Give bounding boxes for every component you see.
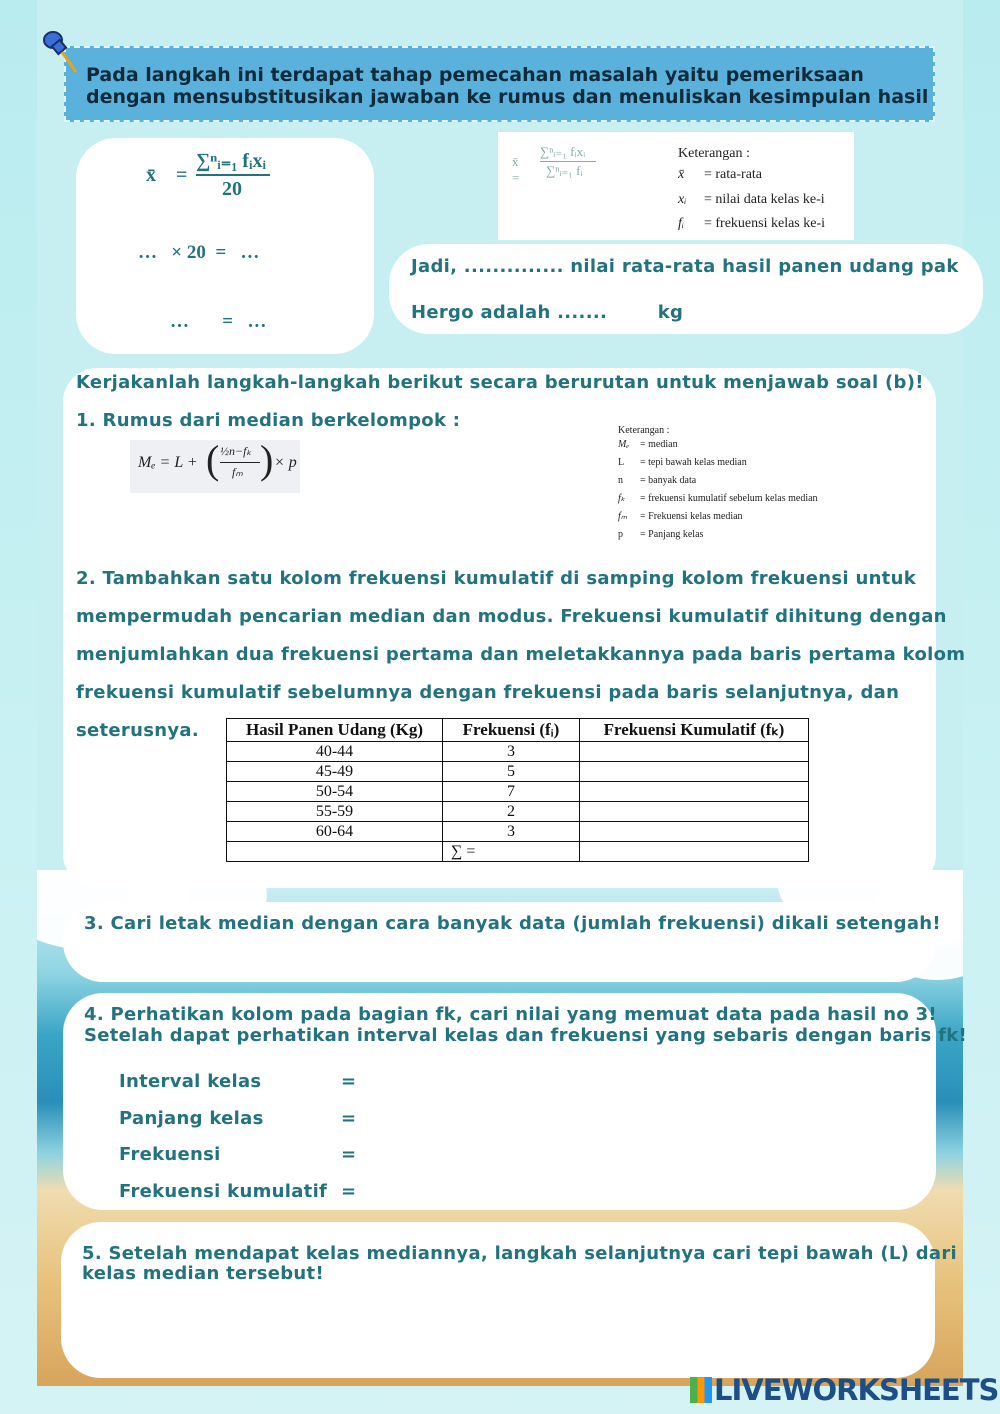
table-row: 55-59 2 <box>227 802 809 822</box>
mean-legend <box>678 146 825 236</box>
median-formula: Mₑ = L + ( ½n−fₖ fₘ ) × p <box>130 440 300 493</box>
mean-legend-item: xᵢ = nilai data kelas ke-i <box>678 192 825 207</box>
median-legend-item: L = tepi bawah kelas median <box>618 457 747 468</box>
conclusion-unit: kg <box>657 302 684 323</box>
median-legend-item: n = banyak data <box>618 475 697 486</box>
table-row: 40-44 3 <box>227 742 809 762</box>
mean-symbol: x̄ <box>146 164 156 186</box>
table-header: Frekuensi (fᵢ) <box>443 719 580 742</box>
mean-denominator: 20 <box>222 178 242 200</box>
mean-numerator: ∑ⁿᵢ₌₁ fᵢxᵢ <box>196 150 267 172</box>
frekuensi-kumulatif-field[interactable]: Frekuensi kumulatif = <box>119 1180 357 1202</box>
table-header: Hasil Panen Udang (Kg) <box>227 719 443 742</box>
liveworksheets-logo-icon <box>690 1377 712 1403</box>
mean-equals: = <box>176 164 188 186</box>
median-formula-lhs: Mₑ = L + <box>138 454 198 471</box>
cumulative-frequency-cell[interactable] <box>580 822 809 842</box>
cumulative-frequency-cell[interactable] <box>580 742 809 762</box>
conclusion-text: Hergo adalah ....... <box>411 302 608 323</box>
mean-legend-title: Keterangan : <box>678 146 750 161</box>
median-legend-item: Mₑ = median <box>618 439 678 450</box>
step-2-text: 2. Tambahkan satu kolom frekuensi kumulatif di samping kolom frekuensi untuk mempermudah pencarian median dan modus. Frekuensi kumulatif dihitung dengan menjumlahkan dua frekuensi pertama dan meletakkannya pada baris pertama kolom frekuensi kumulatif sebelumnya dengan frekuensi pada baris selanjutnya, dan seterusnya. <box>76 568 966 741</box>
logo-text: LIVEWORKSHEETS <box>714 1373 999 1407</box>
table-row: 45-49 5 <box>227 762 809 782</box>
frequency-table <box>226 718 809 862</box>
sum-cell[interactable] <box>580 842 809 862</box>
step-4-fields <box>119 1064 356 1210</box>
frekuensi-field[interactable]: Frekuensi = <box>119 1144 357 1165</box>
median-legend-item: fₘ = Frekuensi kelas median <box>618 511 743 522</box>
banner-text: Pada langkah ini terdapat tahap pemecahan masalah yaitu pemeriksaan dengan mensubstitusikan jawaban ke rumus dan menuliskan kesimpulan hasil <box>86 64 929 108</box>
mean-reference-box: x̄ = ∑ⁿᵢ₌₁ fᵢxᵢ ∑ⁿᵢ₌₁ fᵢ Keterangan : x̄ = rata-rata xᵢ = nilai data kelas ke-i fᵢ = frekuensi kelas ke-i <box>498 132 854 240</box>
mean-legend-item: fᵢ = frekuensi kelas ke-i <box>678 216 826 231</box>
interval-kelas-field[interactable]: Interval kelas = <box>119 1071 357 1092</box>
mean-legend-item: x̄ = rata-rata <box>678 167 763 182</box>
table-row: 50-54 7 <box>227 782 809 802</box>
median-legend-title: Keterangan : <box>618 425 670 436</box>
instruction-banner <box>64 46 935 122</box>
sum-label: ∑ = <box>443 842 580 862</box>
cumulative-frequency-cell[interactable] <box>580 782 809 802</box>
conclusion-line-1: Jadi, .............. nilai rata-rata hasil panen udang pak <box>411 256 959 277</box>
median-formula-rhs: × p <box>274 454 297 471</box>
step-5-text: 5. Setelah mendapat kelas mediannya, langkah selanjutnya cari tepi bawah (L) dari kelas median tersebut! <box>82 1243 958 1284</box>
section-b-intro: Kerjakanlah langkah-langkah berikut secara berurutan untuk menjawab soal (b)! <box>76 372 924 393</box>
cumulative-frequency-cell[interactable] <box>580 762 809 782</box>
table-row: 60-64 3 <box>227 822 809 842</box>
panjang-kelas-field[interactable]: Panjang kelas = <box>119 1107 357 1129</box>
pushpin-icon <box>40 28 80 76</box>
median-formula-den: fₘ <box>232 465 243 479</box>
calc-row-3: … = … <box>170 311 267 332</box>
step-3-text: 3. Cari letak median dengan cara banyak data (jumlah frekuensi) dikali setengah! <box>84 913 941 934</box>
liveworksheets-logo <box>690 1373 998 1407</box>
conclusion-line-2 <box>411 302 683 323</box>
median-legend-item: fₖ = frekuensi kumulatif sebelum kelas median <box>618 493 818 504</box>
cumulative-frequency-cell[interactable] <box>580 802 809 822</box>
calc-row-2: … × 20 = … <box>138 242 260 263</box>
median-legend-item: p = Panjang kelas <box>618 529 704 540</box>
ref-denominator: ∑ⁿᵢ₌₁ fᵢ <box>546 163 583 178</box>
ref-numerator: ∑ⁿᵢ₌₁ fᵢxᵢ <box>540 144 586 159</box>
median-legend <box>618 425 818 544</box>
step-1-title: 1. Rumus dari median berkelompok : <box>76 410 461 431</box>
table-header: Frekuensi Kumulatif (fₖ) <box>580 719 809 742</box>
step-4-text: 4. Perhatikan kolom pada bagian fk, cari nilai yang memuat data pada hasil no 3! Setelah dapat perhatikan interval kelas dan frekuensi yang sebaris dengan baris fk! <box>84 1004 968 1046</box>
table-sum-row <box>227 842 809 862</box>
median-formula-num: ½n−fₖ <box>220 444 252 458</box>
